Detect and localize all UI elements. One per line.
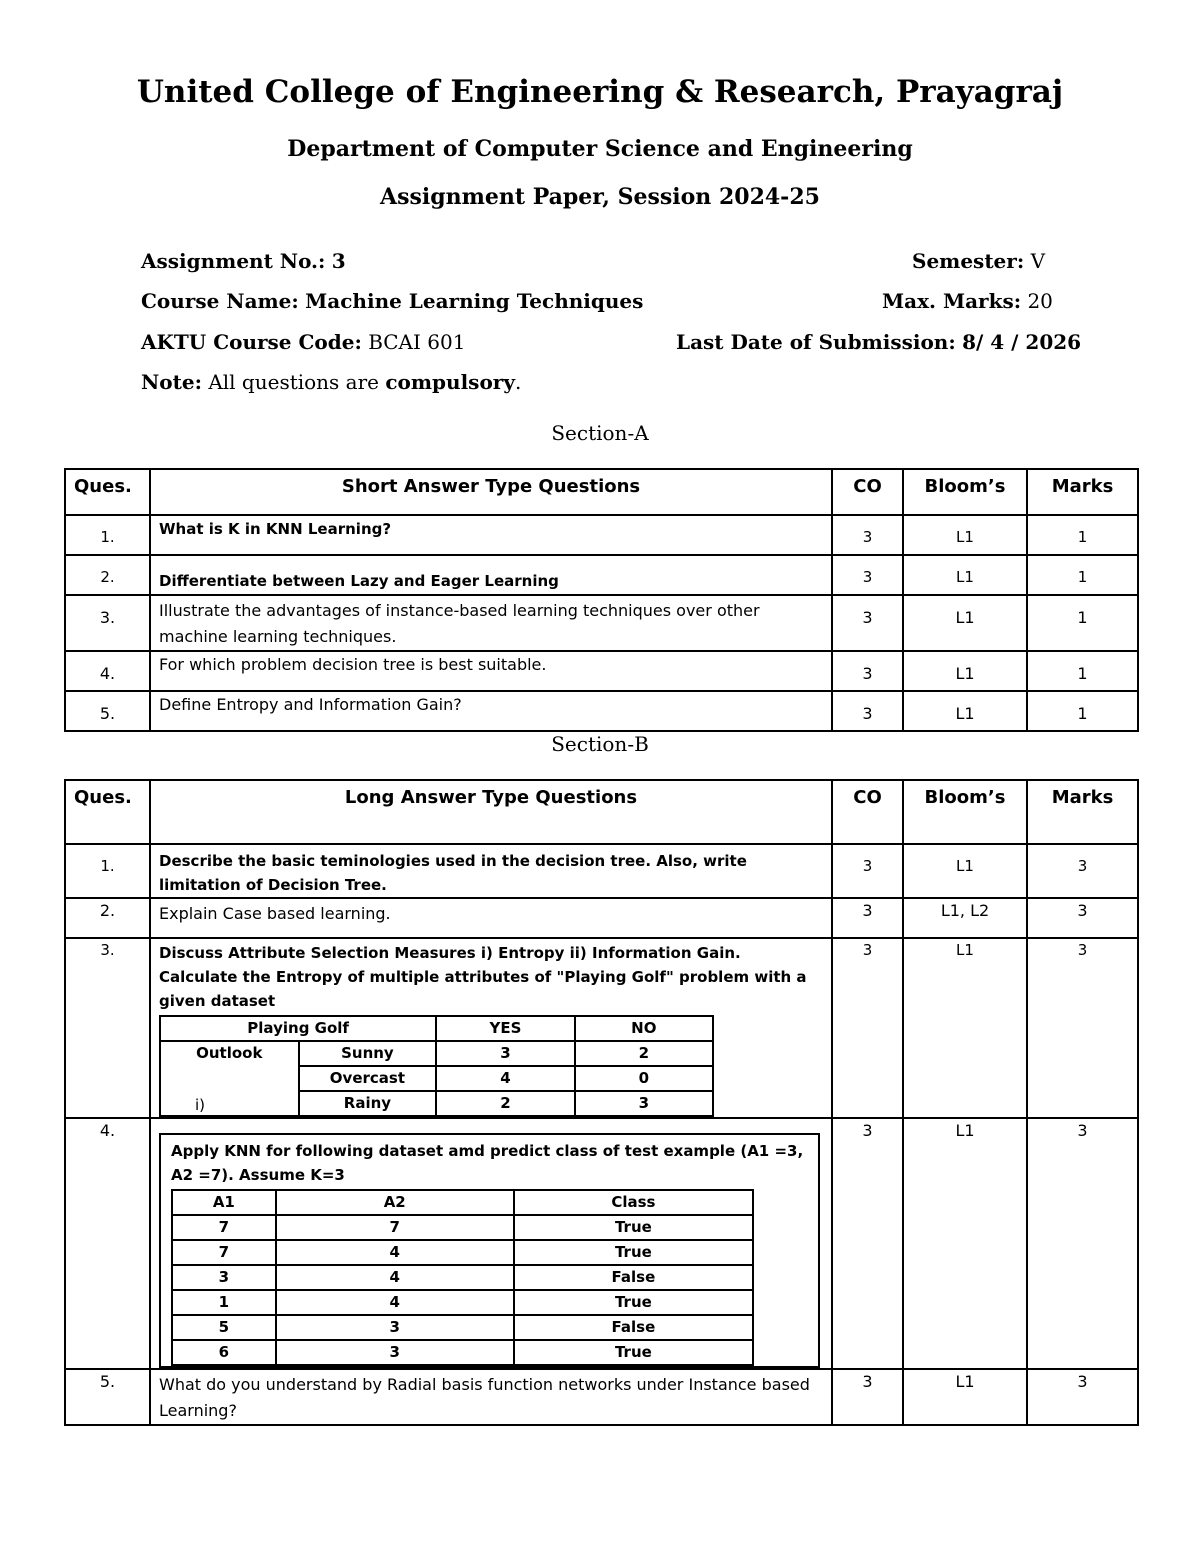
code-value: BCAI 601 (368, 330, 466, 354)
knn-header-class: Class (514, 1190, 753, 1215)
question-marks: 1 (1027, 555, 1138, 595)
question-co: 3 (832, 555, 903, 595)
golf-value: Overcast (299, 1066, 437, 1091)
course-code (141, 330, 465, 354)
knn-class: True (514, 1240, 753, 1265)
knn-box (159, 1133, 820, 1368)
knn-a2: 4 (276, 1290, 514, 1315)
question-co: 3 (832, 1118, 903, 1369)
golf-no: NO (575, 1016, 713, 1041)
question-marks: 3 (1027, 844, 1138, 898)
col-question: Long Answer Type Questions (150, 780, 832, 844)
question-blooms: L1, L2 (903, 898, 1027, 938)
question-marks: 3 (1027, 1118, 1138, 1369)
question-co: 3 (832, 595, 903, 651)
knn-header-a1: A1 (172, 1190, 276, 1215)
knn-row (172, 1215, 753, 1240)
assignment-number (141, 249, 346, 273)
section-a-table (64, 468, 1139, 732)
golf-marker: i) (195, 1096, 206, 1114)
question-number: 2. (65, 555, 150, 595)
semester-value: V (1030, 249, 1046, 273)
question-marks: 1 (1027, 515, 1138, 555)
col-co: CO (832, 469, 903, 515)
knn-class: True (514, 1290, 753, 1315)
note-label: Note: (141, 370, 202, 394)
semester (912, 249, 1045, 273)
paper-title: Assignment Paper, Session 2024-25 (380, 184, 820, 210)
question-blooms: L1 (903, 555, 1027, 595)
question-text: Explain Case based learning. (150, 898, 832, 938)
col-blooms: Bloom’s (903, 469, 1027, 515)
question-text: Discuss Attribute Selection Measures i) Entropy ii) Information Gain. Calculate the Entropy of multiple attributes of "Playing Golf" problem with a given dataset (159, 944, 807, 1010)
golf-yes: YES (436, 1016, 574, 1041)
section-b-title: Section-B (551, 732, 649, 756)
question-co: 3 (832, 1369, 903, 1425)
college-title: United College of Engineering & Research, Prayagraj (136, 74, 1064, 110)
question-number: 1. (65, 515, 150, 555)
golf-no-count: 0 (575, 1066, 713, 1091)
golf-attr: Outlook (196, 1044, 263, 1062)
golf-no-count: 3 (575, 1091, 713, 1116)
golf-yes-count: 3 (436, 1041, 574, 1066)
golf-row (160, 1041, 713, 1066)
question-number: 4. (65, 651, 150, 691)
knn-a2: 4 (276, 1265, 514, 1290)
question-text: What is K in KNN Learning? (150, 515, 832, 555)
golf-no-count: 2 (575, 1041, 713, 1066)
section-b-table (64, 779, 1139, 1426)
question-text: Describe the basic teminologies used in the decision tree. Also, write limitation of Decision Tree. (150, 844, 832, 898)
knn-a2: 3 (276, 1315, 514, 1340)
lastdate-label: Last Date of Submission: (676, 330, 956, 354)
col-ques: Ques. (65, 469, 150, 515)
question-co: 3 (832, 938, 903, 1118)
question-number: 5. (65, 1369, 150, 1425)
golf-yes-count: 4 (436, 1066, 574, 1091)
question-number: 1. (65, 844, 150, 898)
knn-a2: 4 (276, 1240, 514, 1265)
note-bold: compulsory (385, 370, 515, 394)
note-end: . (514, 370, 522, 394)
question-blooms: L1 (903, 938, 1027, 1118)
question-co: 3 (832, 844, 903, 898)
question-co: 3 (832, 651, 903, 691)
table-row (65, 595, 1138, 651)
question-text: For which problem decision tree is best suitable. (150, 651, 832, 691)
question-marks: 3 (1027, 1369, 1138, 1425)
golf-header-row (160, 1016, 713, 1041)
table-row (65, 691, 1138, 731)
semester-label: Semester: (912, 249, 1025, 273)
question-co: 3 (832, 691, 903, 731)
col-marks: Marks (1027, 469, 1138, 515)
table-row (65, 555, 1138, 595)
course-value: Machine Learning Techniques (305, 289, 644, 313)
knn-a1: 7 (172, 1240, 276, 1265)
question-co: 3 (832, 898, 903, 938)
question-number: 4. (65, 1118, 150, 1369)
note-text: All questions are (208, 370, 380, 394)
note (141, 370, 521, 394)
question-text: Illustrate the advantages of instance-based learning techniques over other machine learning techniques. (150, 595, 832, 651)
max-marks (882, 289, 1053, 313)
col-blooms: Bloom’s (903, 780, 1027, 844)
golf-value: Sunny (299, 1041, 437, 1066)
knn-a1: 3 (172, 1265, 276, 1290)
knn-row (172, 1240, 753, 1265)
question-blooms: L1 (903, 651, 1027, 691)
question-text: Differentiate between Lazy and Eager Learning (150, 555, 832, 595)
question-marks: 1 (1027, 651, 1138, 691)
assignment-label: Assignment No.: (141, 249, 326, 273)
golf-title: Playing Golf (160, 1016, 436, 1041)
knn-a1: 5 (172, 1315, 276, 1340)
knn-a1: 7 (172, 1215, 276, 1240)
question-blooms: L1 (903, 691, 1027, 731)
golf-attr-cell (160, 1041, 299, 1116)
question-blooms: L1 (903, 1369, 1027, 1425)
marks-label: Max. Marks: (882, 289, 1022, 313)
course-label: Course Name: (141, 289, 299, 313)
knn-table (171, 1189, 754, 1366)
knn-class: False (514, 1315, 753, 1340)
question-marks: 3 (1027, 938, 1138, 1118)
table-row (65, 938, 1138, 1118)
lastdate-value: 8/ 4 / 2026 (962, 330, 1082, 354)
table-header-row (65, 469, 1138, 515)
knn-class: False (514, 1265, 753, 1290)
knn-header-a2: A2 (276, 1190, 514, 1215)
question-marks: 3 (1027, 898, 1138, 938)
table-row (65, 1118, 1138, 1369)
table-row (65, 651, 1138, 691)
code-label: AKTU Course Code: (141, 330, 362, 354)
question-blooms: L1 (903, 1118, 1027, 1369)
knn-row (172, 1340, 753, 1365)
knn-class: True (514, 1340, 753, 1365)
section-a-title: Section-A (551, 421, 649, 445)
knn-a2: 3 (276, 1340, 514, 1365)
knn-header-row (172, 1190, 753, 1215)
col-ques: Ques. (65, 780, 150, 844)
assignment-value: 3 (331, 249, 346, 273)
knn-class: True (514, 1215, 753, 1240)
course-name (141, 289, 643, 313)
table-header-row (65, 780, 1138, 844)
col-marks: Marks (1027, 780, 1138, 844)
question-number: 5. (65, 691, 150, 731)
question-co: 3 (832, 515, 903, 555)
table-row (65, 898, 1138, 938)
golf-table (159, 1015, 714, 1117)
question-number: 2. (65, 898, 150, 938)
knn-row (172, 1290, 753, 1315)
marks-value: 20 (1027, 289, 1053, 313)
question-number: 3. (65, 938, 150, 1118)
question-blooms: L1 (903, 844, 1027, 898)
question-cell (150, 938, 832, 1118)
last-date (676, 330, 1081, 354)
question-cell (150, 1118, 832, 1369)
knn-a2: 7 (276, 1215, 514, 1240)
col-co: CO (832, 780, 903, 844)
question-blooms: L1 (903, 515, 1027, 555)
question-marks: 1 (1027, 691, 1138, 731)
department-title: Department of Computer Science and Engineering (287, 136, 913, 162)
knn-a1: 6 (172, 1340, 276, 1365)
question-number: 3. (65, 595, 150, 651)
question-text: What do you understand by Radial basis function networks under Instance based Learning? (150, 1369, 832, 1425)
golf-value: Rainy (299, 1091, 437, 1116)
golf-yes-count: 2 (436, 1091, 574, 1116)
question-blooms: L1 (903, 595, 1027, 651)
question-text: Apply KNN for following dataset amd predict class of test example (A1 =3, A2 =7). Assume K=3 (171, 1142, 804, 1184)
question-text: Define Entropy and Information Gain? (150, 691, 832, 731)
table-row (65, 1369, 1138, 1425)
knn-a1: 1 (172, 1290, 276, 1315)
table-row (65, 844, 1138, 898)
question-marks: 1 (1027, 595, 1138, 651)
knn-row (172, 1265, 753, 1290)
table-row (65, 515, 1138, 555)
knn-row (172, 1315, 753, 1340)
col-question: Short Answer Type Questions (150, 469, 832, 515)
